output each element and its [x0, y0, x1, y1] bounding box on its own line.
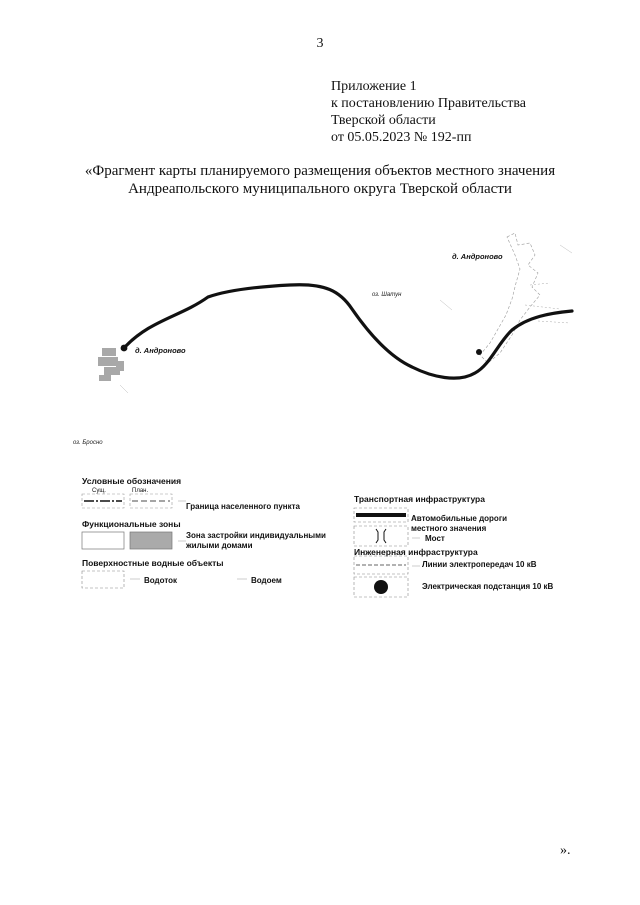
map-legend [70, 472, 590, 612]
legend-substation: Электрическая подстанция 10 кВ [422, 582, 554, 591]
legend-col-existing: Сущ. [92, 488, 106, 494]
legend-residential-zone-2: жилыми домами [186, 541, 253, 550]
legend-watercourse: Водоток [144, 576, 178, 585]
appendix-line-1: Приложение 1 [331, 79, 417, 94]
power-symbols [354, 556, 429, 598]
label-village-left: д. Андроново [135, 346, 186, 355]
document-title [40, 162, 600, 198]
legend-col-planned: План. [132, 488, 149, 494]
boundary-symbols [82, 494, 192, 510]
substation-left [121, 345, 128, 352]
closing-quote: ». [560, 843, 571, 858]
road-line [124, 285, 572, 378]
title-line-2: Андреапольского муниципального округа Тверской области [128, 181, 512, 197]
zone-symbols [82, 530, 192, 552]
appendix-line-3: Тверской области [331, 113, 436, 128]
residential-zone-left [98, 348, 124, 381]
substation-right [476, 349, 482, 355]
page-number: 3 [316, 36, 324, 51]
legend-residential-zone-1: Зона застройки индивидуальными [186, 531, 326, 540]
appendix-line-2: к постановлению Правительства [331, 96, 527, 111]
appendix-line-4: от 05.05.2023 № 192-пп [331, 130, 472, 145]
legend-heading: Условные обозначения [82, 476, 182, 486]
title-line-1: «Фрагмент карты планируемого размещения объектов местного значения [84, 163, 556, 179]
legend-roads-2: местного значения [411, 524, 487, 533]
legend-engineering: Инженерная инфраструктура [354, 547, 478, 557]
legend-functional-zones: Функциональные зоны [82, 519, 181, 529]
legend-settlement-boundary: Граница населенного пункта [186, 502, 300, 511]
legend-water-body: Водоем [251, 576, 282, 585]
label-lake-brosno: оз. Бросно [73, 440, 103, 446]
label-village-top-right: д. Андроново [452, 252, 503, 261]
map-fragment [60, 225, 600, 465]
appendix-header [331, 78, 526, 146]
legend-bridge: Мост [425, 534, 445, 543]
legend-water-objects: Поверхностные водные объекты [82, 558, 224, 568]
bridge-symbol [354, 526, 429, 548]
legend-roads-1: Автомобильные дороги [411, 514, 508, 523]
legend-transport: Транспортная инфраструктура [354, 494, 485, 504]
legend-power-lines: Линии электропередач 10 кВ [422, 560, 537, 569]
label-lake-shatun: оз. Шатун [372, 292, 402, 298]
